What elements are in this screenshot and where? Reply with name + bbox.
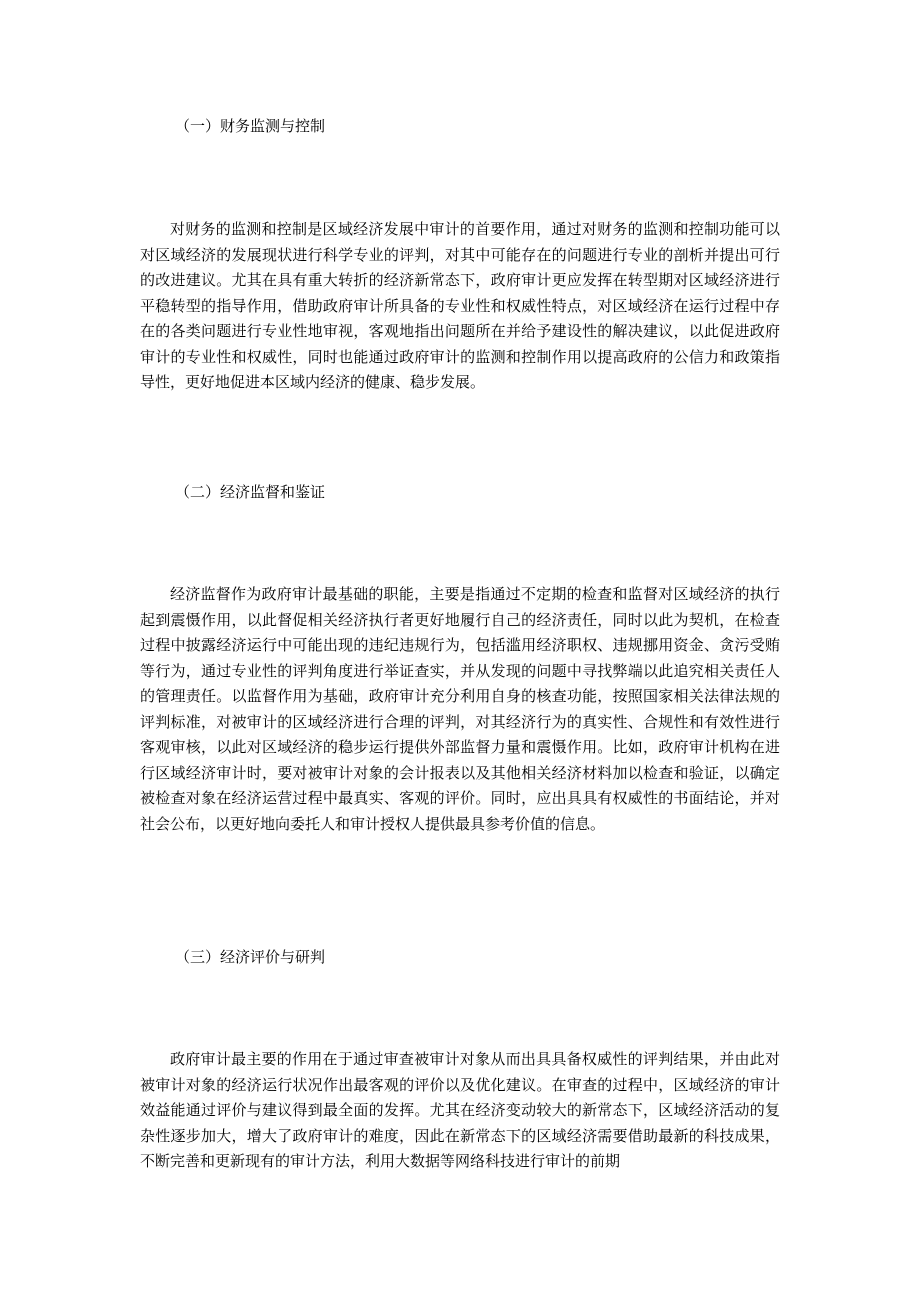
- section-paragraph-3: 政府审计最主要的作用在于通过审查被审计对象从而出具具备权威性的评判结果，并由此对被审计对象的经济运行状况作出最客观的评价以及优化建议。在审查的过程中，区域经济的审计效益能通过评价与建议得到最全面的发挥。尤其在经济变动较大的新常态下，区域经济活动的复杂性逐步加大，增大了政府审计的难度，因此在新常态下的区域经济需要借助最新的科技成果，不断完善和更新现有的审计方法，利用大数据等网络科技进行审计的前期: [140, 1050, 780, 1170]
- section-heading-2: （二）经济监督和鉴证: [175, 483, 326, 501]
- section-paragraph-1: 对财务的监测和控制是区域经济发展中审计的首要作用，通过对财务的监测和控制功能可以对区域经济的发展现状进行科学专业的评判，对其中可能存在的问题进行专业的剖析并提出可行的改进建议。尤其在具有重大转折的经济新常态下，政府审计更应发挥在转型期对区域经济进行平稳转型的指导作用，借助政府审计所具备的专业性和权威性特点，对区域经济在运行过程中存在的各类问题进行专业性地审视，客观地指出问题所在并给予建设性的解决建议，以此促进政府审计的专业性和权威性，同时也能通过政府审计的监测和控制作用以提高政府的公信力和政策指导性，更好地促进本区域内经济的健康、稳步发展。: [140, 220, 780, 391]
- section-paragraph-2: 经济监督作为政府审计最基础的职能，主要是指通过不定期的检查和监督对区域经济的执行起到震慑作用，以此督促相关经济执行者更好地履行自己的经济责任，同时以此为契机，在检查过程中披露经济运行中可能出现的违纪违规行为，包括滥用经济职权、违规挪用资金、贪污受贿等行为，通过专业性的评判角度进行举证查实，并从发现的问题中寻找弊端以此追究相关责任人的管理责任。以监督作用为基础，政府审计充分利用自身的核查功能，按照国家相关法律法规的评判标准，对被审计的区域经济进行合理的评判，对其经济行为的真实性、合规性和有效性进行客观审核，以此对区域经济的稳步运行提供外部监督力量和震慑作用。比如，政府审计机构在进行区域经济审计时，要对被审计对象的会计报表以及其他相关经济材料加以检查和验证，以确定被检查对象在经济运营过程中最真实、客观的评价。同时，应出具具有权威性的书面结论，并对社会公布，以更好地向委托人和审计授权人提供最具参考价值的信息。: [140, 585, 780, 833]
- section-heading-3: （三）经济评价与研判: [175, 948, 326, 966]
- section-heading-1: （一）财务监测与控制: [175, 117, 326, 135]
